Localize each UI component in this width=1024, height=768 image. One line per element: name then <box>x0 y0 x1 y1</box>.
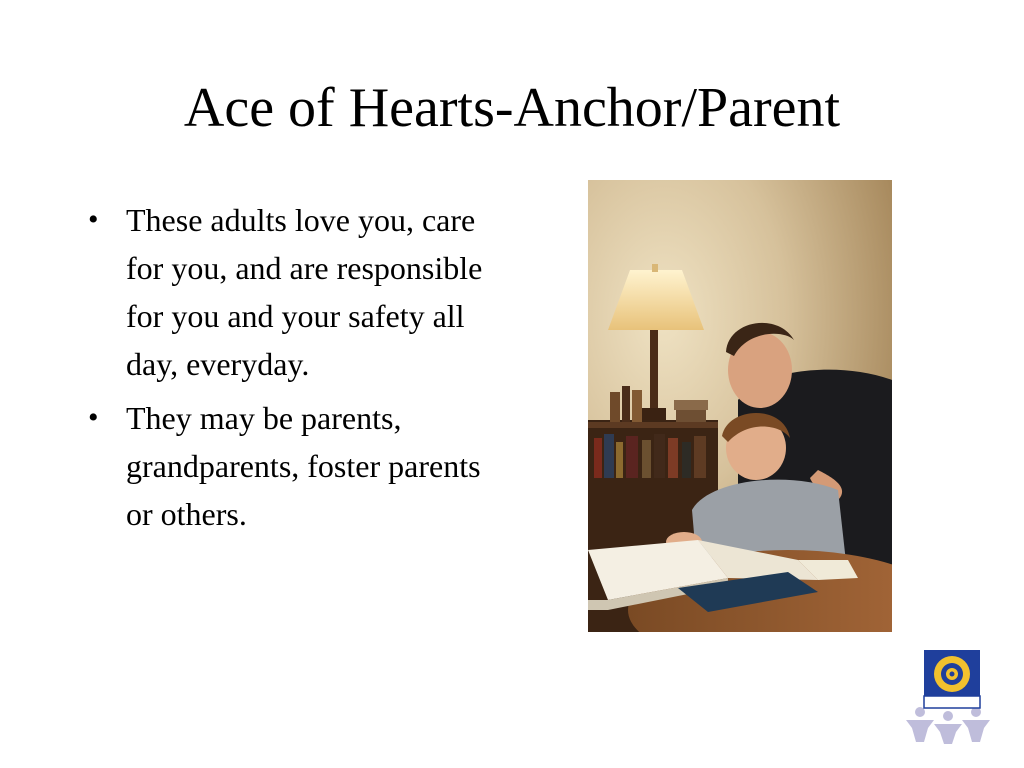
bullet-dot: • <box>88 401 99 434</box>
bullet-dot: • <box>88 203 99 236</box>
bullet-list <box>86 196 506 544</box>
logo-graphic <box>900 646 996 746</box>
kids-at-hope-logo <box>900 646 996 746</box>
bullet-item <box>86 394 506 538</box>
bullet-item <box>86 196 506 388</box>
photo-illustration <box>588 180 892 632</box>
bullet-text: These adults love you, care for you, and are responsible for you and your safety all day, everyday. <box>126 202 483 382</box>
father-son-reading-photo <box>588 180 892 632</box>
bullet-text: They may be parents, grandparents, foster parents or others. <box>126 400 481 532</box>
slide-title: Ace of Hearts-Anchor/Parent <box>183 77 841 139</box>
